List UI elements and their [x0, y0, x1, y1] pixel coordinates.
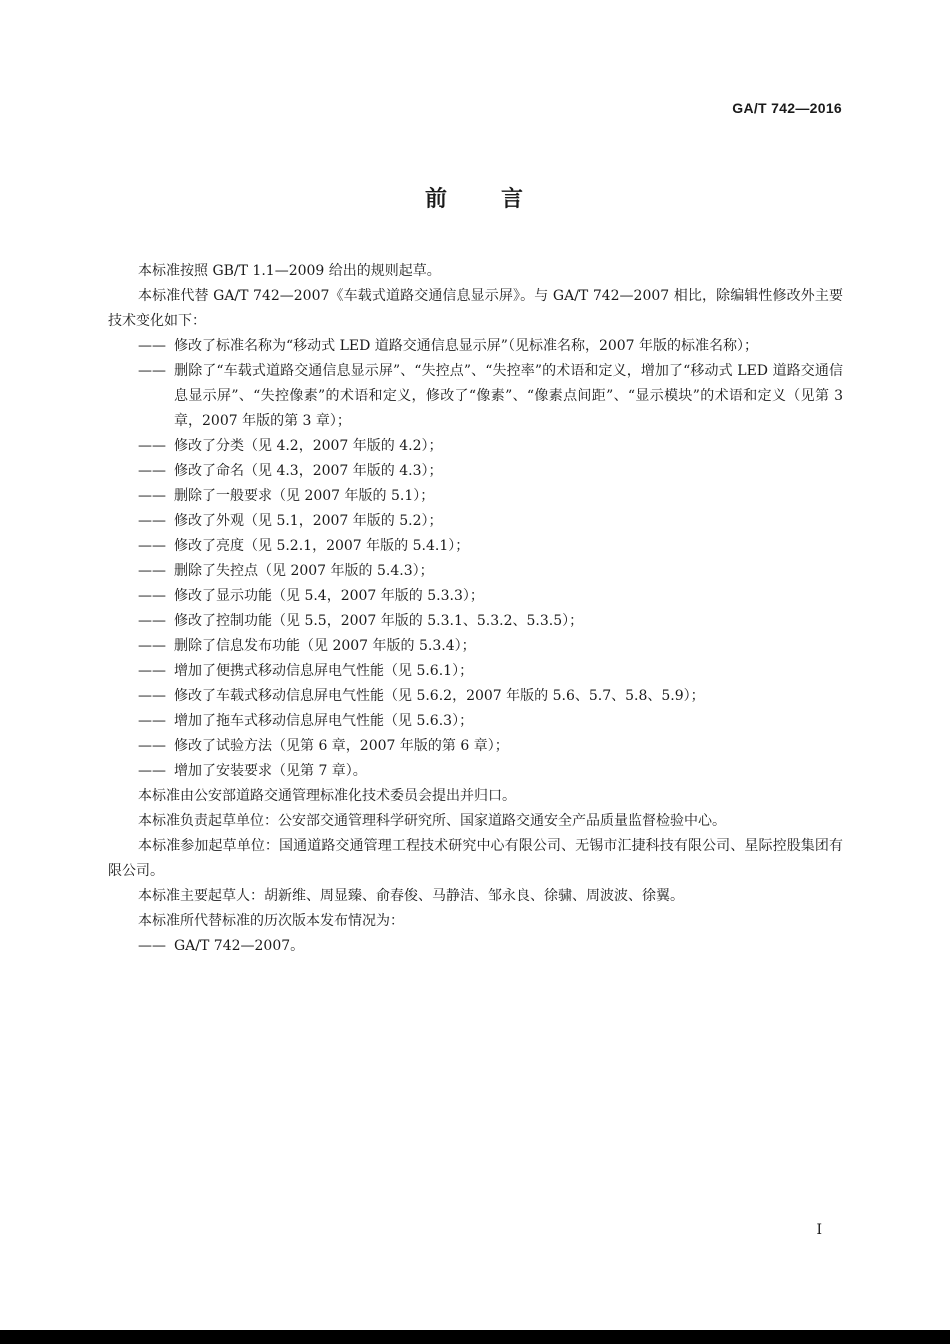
- list-item: [108, 359, 843, 434]
- dash-marker: ——: [138, 338, 166, 354]
- list-item: [108, 434, 843, 459]
- list-item: [108, 609, 843, 634]
- list-item: [108, 659, 843, 684]
- history-item-text: GA/T 742—2007。: [174, 938, 305, 954]
- list-item-text: 删除了“车载式道路交通信息显示屏”、“失控点”、“失控率”的术语和定义，增加了“移动式 LED 道路交通信息显示屏”、“失控像素”的术语和定义，修改了“像素”、“像素点间距”、“显示模块”的术语和定义（见第 3 章，2007 年版的第 3 章）；: [174, 363, 843, 429]
- list-item-text: 删除了一般要求（见 2007 年版的 5.1）；: [174, 488, 435, 504]
- dash-marker: ——: [138, 588, 166, 604]
- dash-marker: ——: [138, 538, 166, 554]
- list-item: [108, 334, 843, 359]
- list-item: [108, 584, 843, 609]
- list-item: [108, 684, 843, 709]
- list-item: [108, 734, 843, 759]
- list-item: [108, 709, 843, 734]
- paragraph: 本标准参加起草单位：国通道路交通管理工程技术研究中心有限公司、无锡市汇捷科技有限公司、星际控股集团有限公司。: [108, 838, 843, 879]
- page-title: [0, 182, 950, 213]
- history-item: [108, 934, 843, 959]
- dash-marker: ——: [138, 438, 166, 454]
- dash-marker: ——: [138, 563, 166, 579]
- page-number: I: [816, 1222, 822, 1238]
- paragraph: 本标准按照 GB/T 1.1—2009 给出的规则起草。: [138, 263, 441, 279]
- list-item: [108, 534, 843, 559]
- list-item-text: 增加了拖车式移动信息屏电气性能（见 5.6.3）；: [174, 713, 474, 729]
- list-item: [108, 559, 843, 584]
- list-item: [108, 759, 843, 784]
- list-item: [108, 459, 843, 484]
- dash-marker: ——: [138, 638, 166, 654]
- dash-marker: ——: [138, 513, 166, 529]
- bottom-border: [0, 1330, 950, 1344]
- list-item: [108, 509, 843, 534]
- list-item-text: 修改了标准名称为“移动式 LED 道路交通信息显示屏”（见标准名称，2007 年版的标准名称）；: [174, 338, 759, 354]
- title-char-2: 言: [501, 187, 526, 212]
- list-item: [108, 634, 843, 659]
- list-item-text: 修改了命名（见 4.3，2007 年版的 4.3）；: [174, 463, 443, 479]
- title-char-1: 前: [424, 187, 449, 212]
- dash-marker: ——: [138, 763, 166, 779]
- list-item-text: 修改了显示功能（见 5.4，2007 年版的 5.3.3）；: [174, 588, 484, 604]
- list-item-text: 修改了亮度（见 5.2.1，2007 年版的 5.4.1）；: [174, 538, 470, 554]
- paragraph: 本标准所代替标准的历次版本发布情况为：: [138, 913, 404, 929]
- list-item-text: 删除了失控点（见 2007 年版的 5.4.3）；: [174, 563, 434, 579]
- list-item-text: 删除了信息发布功能（见 2007 年版的 5.3.4）；: [174, 638, 476, 654]
- dash-marker: ——: [138, 663, 166, 679]
- list-item-text: 修改了车载式移动信息屏电气性能（见 5.6.2，2007 年版的 5.6、5.7、5.8、5.9）；: [174, 688, 705, 704]
- paragraph: 本标准代替 GA/T 742—2007《车载式道路交通信息显示屏》。与 GA/T 742—2007 相比，除编辑性修改外主要技术变化如下：: [108, 288, 843, 329]
- paragraph: 本标准负责起草单位：公安部交通管理科学研究所、国家道路交通安全产品质量监督检验中心。: [138, 813, 726, 829]
- list-item-text: 增加了便携式移动信息屏电气性能（见 5.6.1）；: [174, 663, 474, 679]
- change-list: [108, 334, 843, 784]
- dash-marker: ——: [138, 738, 166, 754]
- paragraph: 本标准由公安部道路交通管理标准化技术委员会提出并归口。: [138, 788, 516, 804]
- list-item-text: 修改了试验方法（见第 6 章，2007 年版的第 6 章）；: [174, 738, 509, 754]
- dash-marker: ——: [138, 938, 166, 954]
- dash-marker: ——: [138, 463, 166, 479]
- foreword-body: [108, 259, 843, 959]
- standard-number: GA/T 742—2016: [732, 100, 842, 116]
- list-item-text: 修改了控制功能（见 5.5，2007 年版的 5.3.1、5.3.2、5.3.5）；: [174, 613, 584, 629]
- dash-marker: ——: [138, 363, 166, 379]
- paragraph: 本标准主要起草人：胡新维、周显臻、俞春俊、马静洁、邹永良、徐骕、周波波、徐翼。: [138, 888, 684, 904]
- dash-marker: ——: [138, 488, 166, 504]
- dash-marker: ——: [138, 688, 166, 704]
- list-item-text: 增加了安装要求（见第 7 章）。: [174, 763, 367, 779]
- list-item: [108, 484, 843, 509]
- dash-marker: ——: [138, 713, 166, 729]
- list-item-text: 修改了外观（见 5.1，2007 年版的 5.2）；: [174, 513, 443, 529]
- dash-marker: ——: [138, 613, 166, 629]
- list-item-text: 修改了分类（见 4.2，2007 年版的 4.2）；: [174, 438, 443, 454]
